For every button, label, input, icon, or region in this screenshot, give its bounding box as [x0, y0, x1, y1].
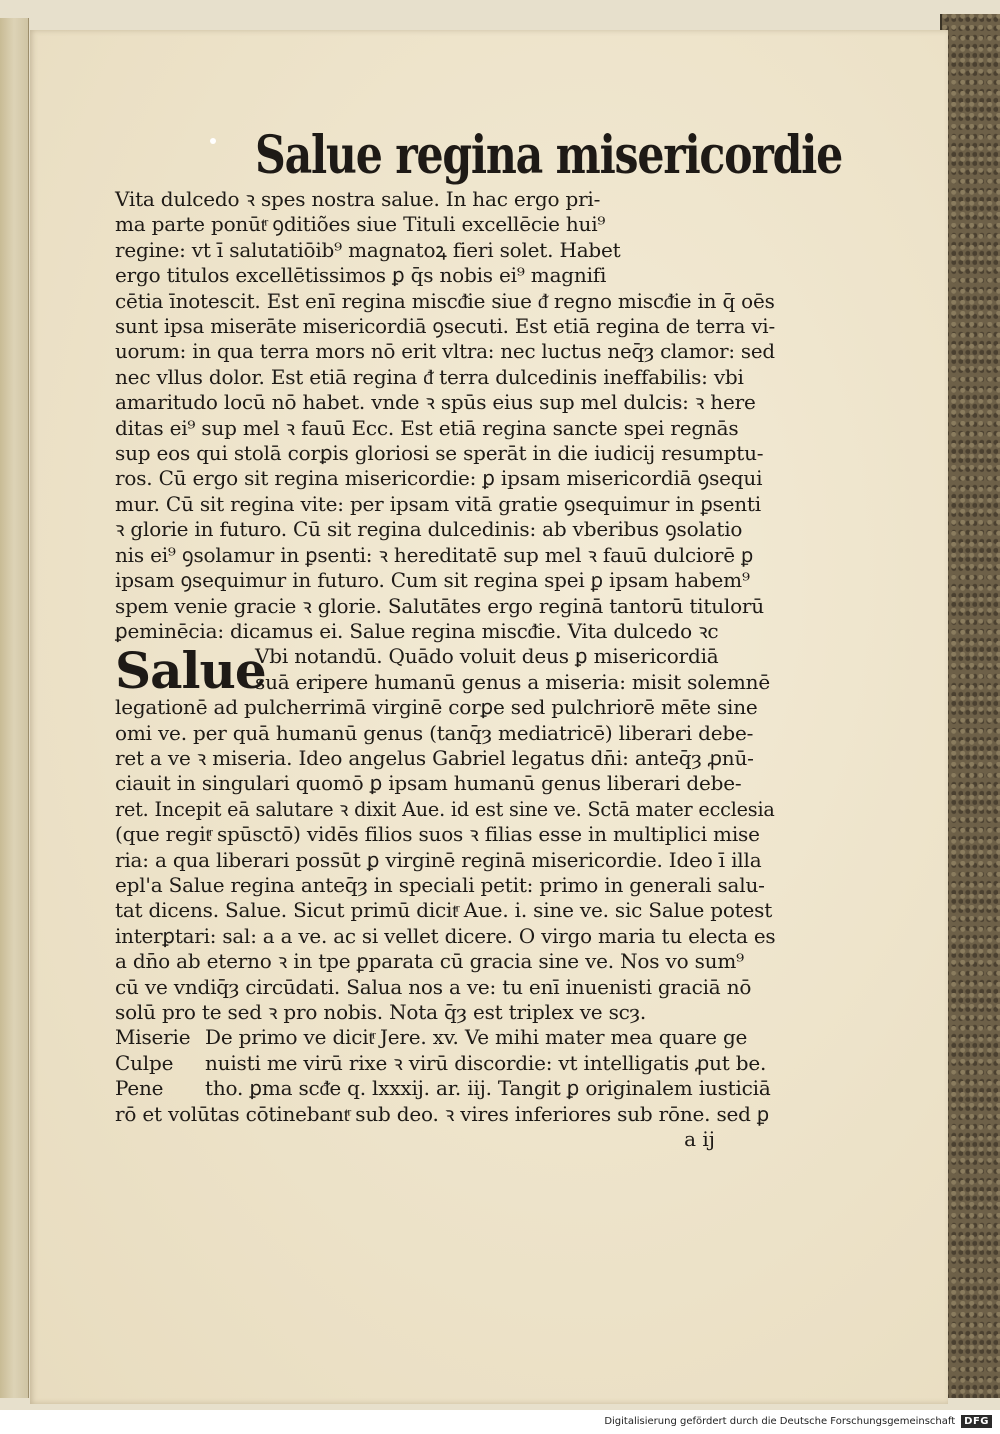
text-line-8: nec vllus dolor. Est etiā regina ᵭ terra dulcedinis ineffabilis: vbi — [115, 364, 744, 389]
margin-note-miserie: Miserie — [115, 1025, 191, 1050]
margin-note-block — [115, 1025, 775, 1127]
text-line-17: spem venie gracie ꝛ glorie. Salutātes ergo reginā tantorū titulorū — [115, 593, 764, 618]
text-line-7: uorum: in qua terra mors nō erit vltra: nec luctus neq̄ȝ clamor: sed — [115, 339, 775, 364]
text-line-3: regine: vt ī salutatiōib⁹ magnatoꝝ fieri solet. Habet — [115, 237, 621, 262]
note-row-1 — [115, 1025, 775, 1050]
text-line-11: sup eos qui stolā corꝑis gloriosi se sperāt in die iudicij resumptu- — [115, 441, 764, 466]
text-line-b-10: interꝑtari: sal: a a ve. ac si vellet dicere. O virgo maria tu electa es — [115, 923, 776, 948]
text-line-b-4: ciauit in singulari quomō ꝑ ipsam humanū genus liberari debe- — [115, 771, 742, 796]
text-line-b-1: legationē ad pulcherrimā virginē corꝑe sed pulchriorē mēte sine — [115, 695, 758, 720]
text-line-18: ꝑeminēcia: dicamus ei. Salue regina miscᵭie. Vita dulcedo ꝛc — [115, 618, 719, 643]
salue-block — [115, 641, 775, 701]
book-cover-edge — [940, 14, 1000, 1398]
text-line-b-7: ria: a qua liberari possūt ꝑ virginē reginā misericordie. Ideo ī illa — [115, 847, 762, 872]
last-line: rō et volūtas cōtinebantͬ sub deo. ꝛ vires inferiores sub rōne. sed ꝑ — [115, 1101, 770, 1126]
text-line-2: ma parte ponūtͬ ꝯditiões siue Tituli excellēcie hui⁹ — [115, 212, 606, 237]
note-line-1: De primo ve dicitͬ Jere. xv. Ve mihi mater mea quare ge — [205, 1025, 748, 1050]
note-line-2: nuisti me virū rixe ꝛ virū discordie: vt intelligatis ꝓut be. — [205, 1050, 767, 1075]
text-line-b-8: epl'a Salue regina anteq̄ȝ in speciali petit: primo in generali salu- — [115, 872, 765, 897]
text-line-6: sunt ipsa miserāte misericordiā ꝯsecuti. Est etiā regina de terra vi- — [115, 314, 775, 339]
text-line-b-2: omi ve. per quā humanū genus (tanq̄ȝ mediatricē) liberari debe- — [115, 720, 754, 745]
note-row-2 — [115, 1051, 775, 1076]
signature-mark: a ij — [684, 1127, 715, 1152]
text-line-b-6: (que regitͬ spūsctō) vidēs filios suos ꝛ filias esse in multiplici mise — [115, 822, 760, 847]
text-line-9: amaritudo locū nō habet. vnde ꝛ spūs eius sup mel dulcis: ꝛ here — [115, 390, 756, 415]
note-row-3 — [115, 1076, 775, 1101]
paragraph-1 — [115, 187, 775, 644]
margin-note-pene: Pene — [115, 1076, 164, 1101]
text-line-16: ipsam ꝯsequimur in futuro. Cum sit regina spei ꝑ ipsam habem⁹ — [115, 568, 750, 593]
footer-text: Digitalisierung gefördert durch die Deutsche Forschungsgemeinschaft — [604, 1415, 956, 1427]
text-line-b-11: a dn̄o ab eterno ꝛ in tpe ꝑparata cū gracia sine ve. Nos vo sum⁹ — [115, 949, 744, 974]
text-line-b-5: ret. Incepit eā salutare ꝛ dixit Aue. id est sine ve. Sctā mater ecclesia — [115, 796, 775, 821]
text-line-b-12: cū ve vndiq̄ȝ circūdati. Salua nos a ve: tu enī inuenisti graciā nō — [115, 974, 752, 999]
text-line-12: ros. Cū ergo sit regina misericordie: ꝑ ipsam misericordiā ꝯsequi — [115, 466, 763, 491]
salue-line-2: suā eripere humanū genus a miseria: misit solemnē — [255, 669, 770, 694]
text-line-10: ditas ei⁹ sup mel ꝛ fauū Ecc. Est etiā regina sancte spei regnās — [115, 415, 739, 440]
footer — [604, 1412, 992, 1430]
text-line-b-3: ret a ve ꝛ miseria. Ideo angelus Gabriel legatus dn̄i: anteq̄ȝ ꝓnū- — [115, 745, 754, 770]
paragraph-2 — [115, 695, 775, 1025]
salue-initial: Salue — [115, 641, 266, 701]
text-line-5: cētia īnotescit. Est enī regina miscᵭie siue ᵭ regno miscᵭie in q̄ oēs — [115, 288, 775, 313]
salue-line-1: Vbi notandū. Quādo voluit deus ꝑ misericordiā — [255, 644, 719, 669]
dfg-logo: DFG — [961, 1415, 992, 1428]
margin-note-culpe: Culpe — [115, 1050, 174, 1075]
text-line-13: mur. Cū sit regina vite: per ipsam vitā gratie ꝯsequimur in ꝑsenti — [115, 491, 761, 516]
note-line-3: tho. ꝑma scᵭe q. lxxxij. ar. iij. Tangit ꝑ originalem iusticiā — [205, 1076, 771, 1101]
text-line-b-13: solū pro te sed ꝛ pro nobis. Nota q̄ȝ est triplex ve scȝ. — [115, 999, 647, 1024]
text-line-1: Vita dulcedo ꝛ spes nostra salue. In hac ergo pri- — [115, 187, 601, 211]
text-line-15: nis ei⁹ ꝯsolamur in ꝑsenti: ꝛ hereditatē sup mel ꝛ fauū dulciorē ꝑ — [115, 542, 754, 567]
page-text-block — [115, 125, 843, 1152]
text-line-4: ergo titulos excellētissimos ꝑ q̄s nobis ei⁹ magnifi — [115, 263, 607, 288]
page-title: Salue regina misericordie — [255, 125, 843, 186]
previous-page-edge — [0, 18, 29, 1398]
text-line-14: ꝛ glorie in futuro. Cū sit regina dulcedinis: ab vberibus ꝯsolatio — [115, 517, 743, 542]
text-line-b-9: tat dicens. Salue. Sicut primū dicitͬ Aue. i. sine ve. sic Salue potest — [115, 898, 773, 923]
